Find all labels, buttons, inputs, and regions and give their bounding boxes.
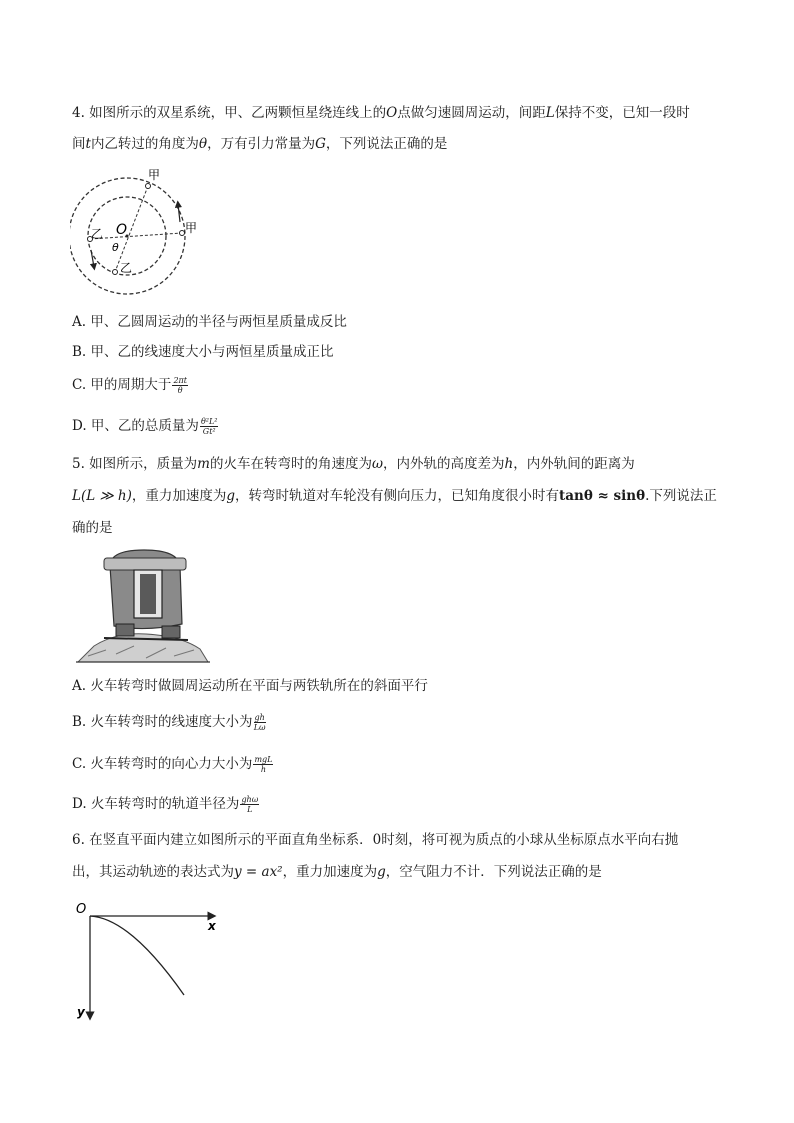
q5-option-c[interactable] xyxy=(72,754,273,774)
text: ，万有引力常量为 xyxy=(207,136,316,152)
text: D. 火车转弯时的轨道半径为 xyxy=(72,796,240,812)
binary-star-figure xyxy=(70,166,210,306)
label-jia-right: 甲 xyxy=(185,221,198,235)
text: 间 xyxy=(72,136,86,152)
text: A. 火车转弯时做圆周运动所在平面与两铁轨所在的斜面平行 xyxy=(72,678,428,694)
text: B. 甲、乙的线速度大小与两恒星质量成正比 xyxy=(72,344,334,360)
q6-stem-line-1 xyxy=(72,830,678,850)
fraction xyxy=(253,755,273,774)
var-t: t xyxy=(85,136,91,152)
var-theta: θ xyxy=(198,136,208,152)
q5-stem-line-2 xyxy=(72,486,717,506)
q6-stem-line-2 xyxy=(72,862,602,882)
fraction xyxy=(172,376,188,395)
text: ，重力加速度为 xyxy=(282,864,378,880)
label-y-axis: y xyxy=(77,1005,85,1019)
q5-option-d[interactable] xyxy=(72,794,259,814)
math-trajectory: y = ax² xyxy=(234,864,283,880)
label-theta: θ xyxy=(112,241,119,254)
numerator: gh xyxy=(254,713,265,722)
var-g: g xyxy=(226,488,236,504)
denominator: L xyxy=(247,805,253,814)
denominator: Gt² xyxy=(202,427,216,436)
q4-option-b[interactable] xyxy=(72,342,334,362)
var-h: h xyxy=(504,456,514,472)
numerator: mgL xyxy=(254,755,273,764)
label-O: O xyxy=(116,222,128,238)
numerator: 2πt xyxy=(173,376,187,385)
text: C. 甲的周期大于 xyxy=(72,377,172,393)
text: C. 火车转弯时的向心力大小为 xyxy=(72,756,253,772)
text: D. 甲、乙的总质量为 xyxy=(72,418,199,434)
var-L: L xyxy=(545,105,555,121)
q5-option-a[interactable] xyxy=(72,676,428,696)
denominator: Lω xyxy=(253,723,266,732)
text: 确的是 xyxy=(72,520,113,536)
var-g: g xyxy=(377,864,386,880)
label-jia-top: 甲 xyxy=(148,168,161,182)
math-L: L(L ≫ h) xyxy=(72,488,132,504)
q4-stem-line-1 xyxy=(72,103,690,123)
text: 6. 在竖直平面内建立如图所示的平面直角坐标系．0时刻，将可视为质点的小球从坐标原点水平向右抛 xyxy=(72,832,679,848)
q4-option-c[interactable] xyxy=(72,375,188,395)
text: ，内外轨的高度差为 xyxy=(383,456,505,472)
label-origin: O xyxy=(76,902,87,917)
trajectory-curve xyxy=(90,916,184,995)
denominator: θ xyxy=(177,386,183,395)
trajectory-figure xyxy=(70,896,230,1022)
train-roof xyxy=(104,558,186,570)
label-yi-left: 乙 xyxy=(91,227,104,241)
line-yi-jia-horizontal xyxy=(90,233,182,239)
fraction xyxy=(254,713,266,732)
text: 保持不变，已知一段时 xyxy=(554,105,690,121)
fraction xyxy=(240,795,259,814)
text: 4. 如图所示的双星系统，甲、乙两颗恒星绕连线上的 xyxy=(72,105,387,121)
numerator: θ²L² xyxy=(200,417,218,426)
q5-stem-line-3 xyxy=(72,518,113,538)
var-m: m xyxy=(197,456,210,472)
star-yi-bottom xyxy=(113,270,118,275)
text: 的火车在转弯时的角速度为 xyxy=(209,456,372,472)
star-jia-right xyxy=(180,231,185,236)
label-x-axis: x xyxy=(208,919,216,933)
train-figure xyxy=(76,546,210,664)
numerator: ghω xyxy=(241,795,259,804)
train-door-inner xyxy=(140,574,156,614)
bogie-left xyxy=(116,624,134,636)
text: 点做匀速圆周运动，间距 xyxy=(397,105,546,121)
var-G: G xyxy=(315,136,326,152)
q4-stem-line-2 xyxy=(72,134,447,154)
text: .下列说法正 xyxy=(645,488,717,504)
bogie-right xyxy=(162,626,180,638)
text: ，内外轨间的距离为 xyxy=(513,456,635,472)
text: 内乙转过的角度为 xyxy=(90,136,199,152)
denominator: h xyxy=(260,765,267,774)
text: 出，其运动轨迹的表达式为 xyxy=(72,864,234,880)
q5-option-b[interactable] xyxy=(72,712,266,732)
text: ，重力加速度为 xyxy=(131,488,227,504)
q4-option-a[interactable] xyxy=(72,312,347,332)
velocity-arrow-yi xyxy=(91,250,94,267)
label-yi-bottom: 乙 xyxy=(120,261,133,275)
fraction xyxy=(200,417,219,436)
text: 5. 如图所示，质量为 xyxy=(72,456,198,472)
text: B. 火车转弯时的线速度大小为 xyxy=(72,714,253,730)
text: ，转弯时轨道对车轮没有侧向压力，已知角度很小时有 xyxy=(235,488,560,504)
math-tan-sin: tanθ ≈ sinθ xyxy=(559,488,646,504)
var-omega: ω xyxy=(371,456,383,472)
var-O: O xyxy=(386,105,398,121)
q4-option-d[interactable] xyxy=(72,416,218,436)
q5-stem-line-1 xyxy=(72,454,635,474)
text: ，空气阻力不计．下列说法正确的是 xyxy=(385,864,602,880)
text: ，下列说法正确的是 xyxy=(325,136,448,152)
star-jia-top xyxy=(146,184,151,189)
text: A. 甲、乙圆周运动的半径与两恒星质量成反比 xyxy=(72,314,347,330)
